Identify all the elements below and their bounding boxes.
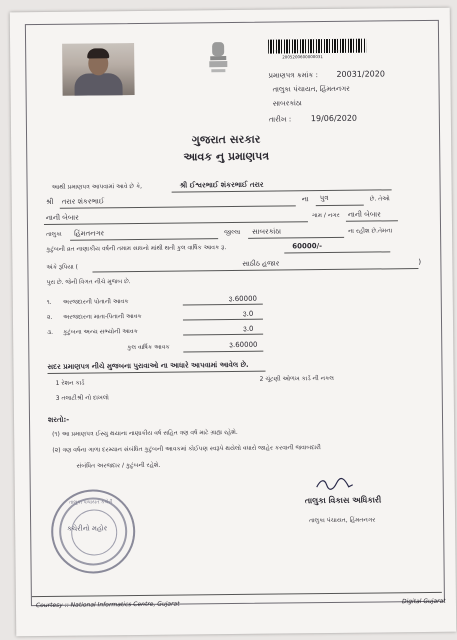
notes-heading: શરતો:- [47, 415, 70, 424]
details-label: પુરા છે. જેની વિગત નીચે મુજબ છે. [46, 278, 131, 286]
gam-nagar-label: ગામ / નગર [311, 211, 340, 220]
note-2: (૨) ત્રણ વર્ષના ગાળા દરમ્યાન સંબંધિત કુટુંબની આવકમાં કોઈપણ સ્વરૂપે થયેલો વધારો જાહેર કરવાની જવાબદારી [52, 444, 321, 454]
office-line2: સાબરકાંઠા [272, 99, 302, 108]
cert-no-label: પ્રમાણપત્ર ક્રમાંક : [268, 71, 318, 80]
row-label: કુટુંબના અન્ય સભ્યોની આવક [63, 327, 138, 336]
row-value: રૂ.0 [242, 309, 254, 318]
given-to-name: શ્રી ઈશ્વરભાઈ શંકરભાઈ તરાર [179, 180, 264, 190]
row-num: ૨. [46, 313, 53, 321]
signature-designation: તાલુકા વિકાસ અધિકારી [304, 495, 382, 506]
seal-center-text: ક્ચેરીનો મહોર [67, 524, 108, 533]
footer-digital-gujarat: Digital Gujarat [401, 597, 446, 606]
row-value: રૂ.0 [243, 324, 254, 333]
photo-body [74, 73, 122, 96]
taluka: હિંમતનગર [74, 229, 105, 238]
row-num: ૧. [46, 298, 52, 306]
che-label: છે. તેઓ [369, 195, 390, 203]
title-certificate: આવક નુ પ્રમાણપત્ર [183, 149, 270, 164]
row-num: ૩. [47, 328, 54, 336]
taluka-label: તાલુકા [46, 230, 62, 238]
footer-courtesy: Courtesy :: National Informatics Centre, Gujarat [35, 600, 180, 610]
signature-mark [315, 477, 355, 493]
village2: નાની બેબાર [347, 210, 381, 219]
row-label: અરજદારના માતા-પિતાની આવક [62, 312, 142, 321]
na-label: ના [301, 195, 309, 204]
amount-figure: 60000/- [292, 242, 323, 251]
date-value: 19/06/2020 [310, 113, 358, 124]
note-1: (૧) આ પ્રમાણપત્ર ઈસ્યુ થયાના નાણાકીય વર્ષ સહિત ત્રણ વર્ષ માટે ગ્રાહ્ય રહેશે. [52, 428, 238, 438]
family-income-text: કુટુંબની વ્રત નાણાકીય વર્ષની તમામ સાધનો માંથી થતી કુલ વાર્ષિક આવક રૂ. [46, 244, 227, 253]
signature-office: તાલુકા પંચાયત, હિંમતનગર [309, 516, 376, 525]
note-3: સંબંધિત અરજદાર / કુટુંબની રહેશે. [76, 461, 161, 470]
given-to-prefix: આથી પ્રમાણપત્ર આપવામાં આવે છે કે, [51, 182, 143, 191]
shri-label: શ્રી [45, 197, 54, 206]
evidence-heading: સદર પ્રમાણપત્ર નીચે મુજબના પુરાવાઓ ના આધારે આપવામાં આવેલ છે. [47, 360, 249, 371]
barcode [268, 39, 366, 54]
relation: પુત્ર [319, 193, 329, 203]
seal-outer-text: તાલુકા પંચાયત કચેરી [68, 499, 113, 506]
total-value: રૂ.60000 [229, 340, 258, 350]
evidence-item: 3 તલાટીશ્રી નો દાખલો [55, 394, 109, 402]
father-name: તરાર શંકરભાઈ [61, 197, 105, 206]
district: સાબરકાંઠા [252, 227, 282, 236]
barcode-text: 2005200600000031 [282, 54, 323, 60]
total-label: કુલ વાર્ષિક આવક [127, 343, 170, 352]
applicant-photo [62, 43, 135, 96]
office-seal [51, 489, 136, 574]
office-line1: તાલુકા પંચાયત, હિંમતનગર [272, 84, 350, 94]
cert-no-value: 20031/2020 [336, 69, 385, 79]
title-govt: ગુજરાત સરકાર [191, 132, 261, 147]
close-paren: ) [418, 258, 422, 267]
resident-label: ના રહીશ છે.તેમના [348, 227, 393, 235]
evidence-item: 1 રેશન કાર્ડ [55, 379, 85, 387]
row-label: અરજદારની પોતાની આવક [62, 298, 129, 306]
district-label: જીલ્લા [224, 228, 241, 237]
amount-words: સાઠીઠ હજાર [242, 259, 280, 268]
date-label: તારીખ : [268, 115, 292, 124]
words-label: અંકે રૂપિયા ( [46, 263, 79, 271]
row-value: રૂ.60000 [228, 294, 258, 304]
photo-hair [87, 48, 109, 58]
evidence-item: 2 ચૂંટણી ઓળખ કાર્ડ ની નકલ [259, 374, 334, 383]
certificate-sheet [10, 8, 457, 637]
village: નાની બેબાર [45, 213, 79, 222]
state-emblem-icon [206, 40, 230, 80]
